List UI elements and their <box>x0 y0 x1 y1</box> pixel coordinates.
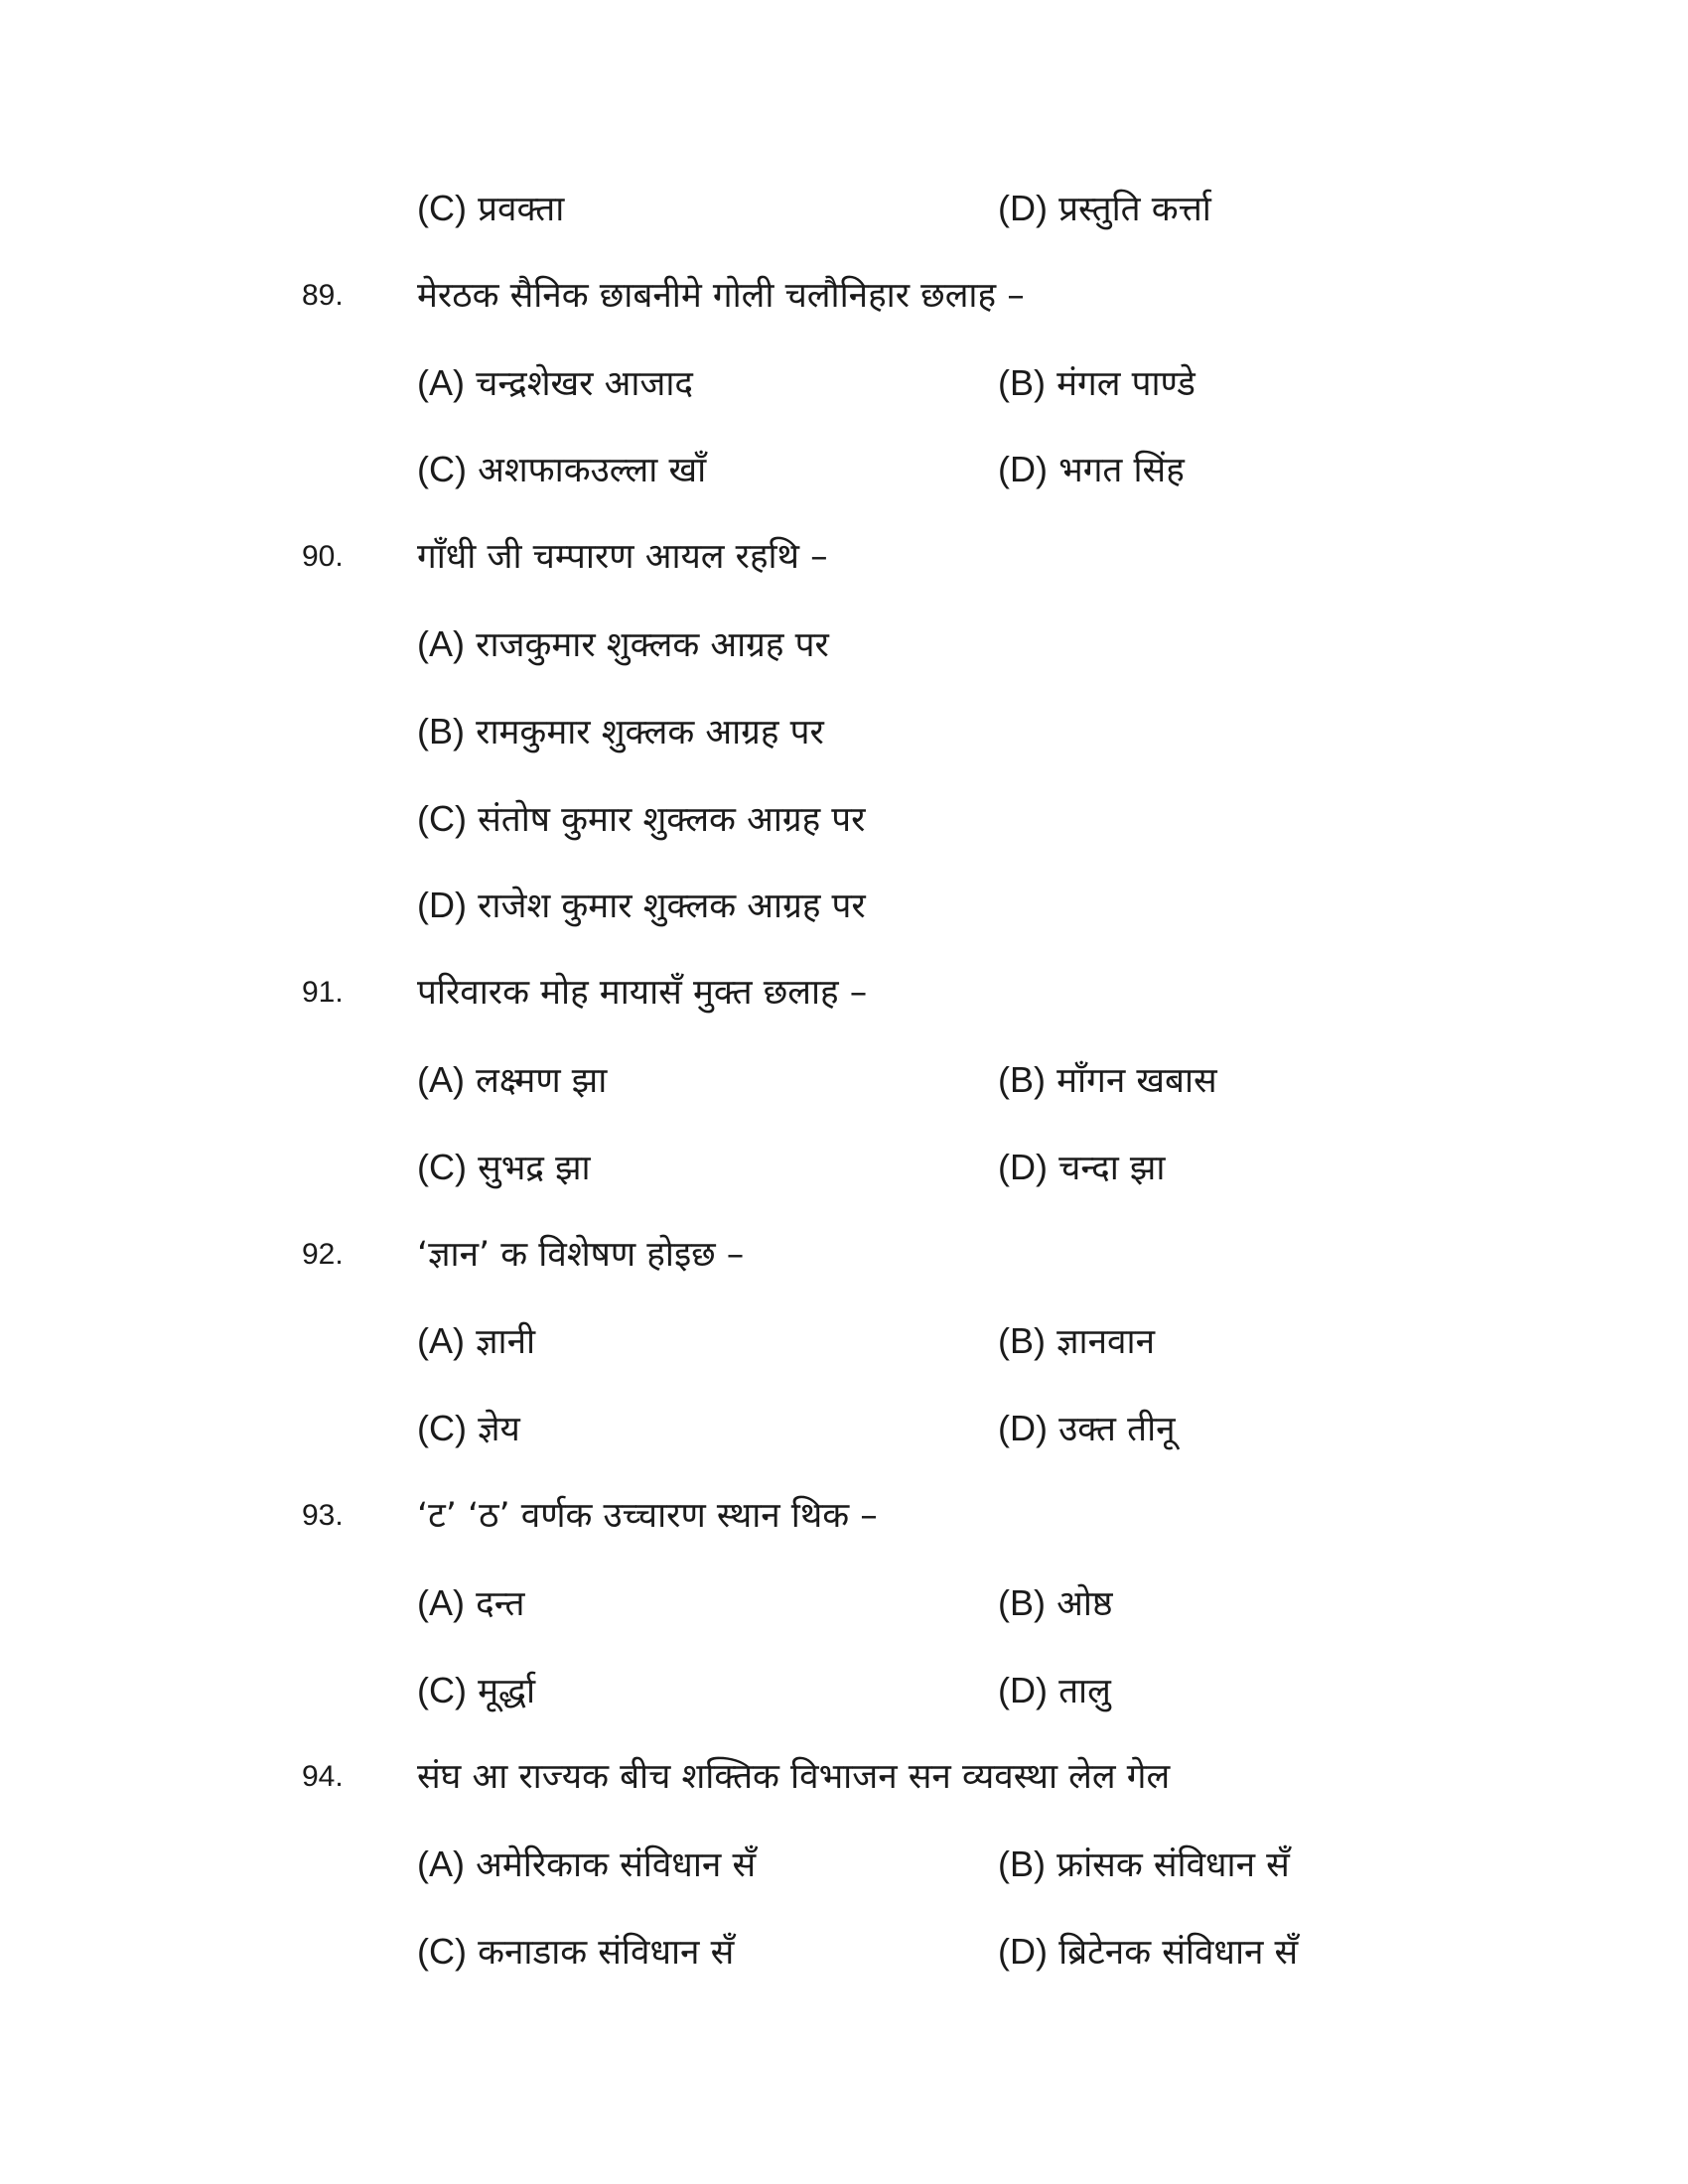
options-row <box>0 789 1688 849</box>
answer-option <box>417 1399 520 1459</box>
question-row <box>0 1486 1688 1546</box>
option-text: चन्द्रशेखर आजाद <box>465 364 694 404</box>
options-row <box>0 1138 1688 1197</box>
option-text: संतोष कुमार शुक्लक आग्रह पर <box>466 800 866 840</box>
options-row <box>0 1050 1688 1110</box>
options-row <box>0 1835 1688 1894</box>
question-text: संघ आ राज्यक बीच शक्तिक विभाजन सन व्यवस्था लेल गेल <box>417 1757 1171 1797</box>
option-text: लक्ष्मण झा <box>465 1061 608 1101</box>
option-label: (A) <box>417 1320 465 1361</box>
options-row <box>0 440 1688 499</box>
option-label: (A) <box>417 1582 465 1623</box>
option-text: चन्दा झा <box>1047 1149 1166 1188</box>
option-text: रामकुमार शुक्लक आग्रह पर <box>465 713 824 752</box>
options-row <box>0 1399 1688 1458</box>
option-label: (C) <box>417 1670 467 1710</box>
option-text: उक्त तीनू <box>1047 1410 1176 1449</box>
question-text: ‘ज्ञान’ क विशेषण होइछ – <box>417 1235 745 1275</box>
option-label: (C) <box>417 1408 467 1448</box>
answer-option <box>417 1050 607 1111</box>
options-row <box>0 353 1688 413</box>
question-number: 93. <box>302 1499 344 1532</box>
option-label: (C) <box>417 449 467 489</box>
option-label: (D) <box>998 1931 1048 1972</box>
option-label: (A) <box>417 1059 465 1100</box>
answer-option <box>417 876 866 936</box>
option-text: ब्रिटेनक संविधान सँ <box>1047 1933 1299 1973</box>
answer-option <box>417 353 693 414</box>
option-text: माँगन खबास <box>1046 1061 1217 1101</box>
option-label: (B) <box>998 1059 1046 1100</box>
option-label: (C) <box>417 1931 467 1972</box>
answer-option <box>417 1835 756 1895</box>
question-text: गाँधी जी चम्पारण आयल रहथि – <box>417 537 828 577</box>
answer-option <box>417 1311 535 1372</box>
question-number: 91. <box>302 976 344 1009</box>
option-text: प्रवक्ता <box>466 190 565 229</box>
options-row <box>0 614 1688 674</box>
option-text: मूर्द्धा <box>466 1672 536 1711</box>
options-row <box>0 1573 1688 1633</box>
options-row <box>0 702 1688 761</box>
option-label: (C) <box>417 1147 467 1187</box>
options-row <box>0 179 1688 238</box>
options-row <box>0 1311 1688 1371</box>
answer-option <box>417 1922 734 1982</box>
option-label: (D) <box>998 449 1048 489</box>
question-number: 89. <box>302 279 344 312</box>
option-text: तालु <box>1047 1672 1111 1711</box>
question-number: 94. <box>302 1760 344 1793</box>
option-text: ज्ञेय <box>466 1410 520 1449</box>
question-number: 90. <box>302 540 344 573</box>
option-text: अशफाकउल्ला खाँ <box>466 451 707 490</box>
answer-option <box>998 1922 1298 1982</box>
option-text: भगत सिंह <box>1047 451 1185 490</box>
answer-option <box>417 179 564 239</box>
options-row <box>0 1922 1688 1981</box>
option-text: दन्त <box>465 1584 525 1624</box>
option-label: (B) <box>417 711 465 751</box>
question-number: 92. <box>302 1238 344 1271</box>
answer-option <box>417 789 865 850</box>
question-text: ‘ट’ ‘ठ’ वर्णक उच्चारण स्थान थिक – <box>417 1496 878 1536</box>
options-row <box>0 876 1688 935</box>
option-label: (B) <box>998 1320 1046 1361</box>
answer-option <box>417 1573 524 1634</box>
option-label: (A) <box>417 623 465 664</box>
option-text: सुभद्र झा <box>466 1149 591 1188</box>
options-row <box>0 1661 1688 1720</box>
option-label: (D) <box>998 1408 1048 1448</box>
option-text: प्रस्तुति कर्त्ता <box>1047 190 1211 229</box>
option-text: ज्ञानी <box>465 1322 536 1362</box>
option-text: ओष्ठ <box>1046 1584 1113 1624</box>
question-row <box>0 1225 1688 1285</box>
question-row <box>0 527 1688 587</box>
question-text: परिवारक मोह मायासँ मुक्त छलाह – <box>417 973 868 1013</box>
option-label: (C) <box>417 188 467 228</box>
answer-option <box>998 1661 1111 1721</box>
option-text: राजेश कुमार शुक्लक आग्रह पर <box>466 887 866 926</box>
question-row <box>0 266 1688 326</box>
option-text: अमेरिकाक संविधान सँ <box>465 1845 757 1885</box>
option-label: (C) <box>417 798 467 839</box>
answer-option <box>998 1050 1217 1111</box>
option-text: ज्ञानवान <box>1046 1322 1156 1362</box>
option-label: (D) <box>417 885 467 925</box>
answer-option <box>998 1311 1155 1372</box>
option-label: (A) <box>417 362 465 403</box>
option-text: कनाडाक संविधान सँ <box>466 1933 735 1973</box>
answer-option <box>998 353 1196 414</box>
answer-option <box>417 440 706 500</box>
option-text: राजकुमार शुक्लक आग्रह पर <box>465 625 829 665</box>
answer-option <box>998 1573 1113 1634</box>
answer-option <box>998 1138 1165 1198</box>
question-text: मेरठक सैनिक छाबनीमे गोली चलौनिहार छलाह – <box>417 276 1025 316</box>
answer-option <box>417 1138 591 1198</box>
option-label: (B) <box>998 1843 1046 1884</box>
answer-option <box>998 179 1211 239</box>
answer-option <box>998 440 1185 500</box>
option-label: (D) <box>998 188 1048 228</box>
option-label: (B) <box>998 1582 1046 1623</box>
answer-option <box>417 1661 535 1721</box>
question-row <box>0 1747 1688 1807</box>
option-label: (D) <box>998 1670 1048 1710</box>
answer-option <box>417 614 829 675</box>
option-text: मंगल पाण्डे <box>1046 364 1196 404</box>
option-label: (A) <box>417 1843 465 1884</box>
question-row <box>0 963 1688 1023</box>
option-label: (B) <box>998 362 1046 403</box>
option-text: फ्रांसक संविधान सँ <box>1046 1845 1290 1885</box>
answer-option <box>998 1835 1290 1895</box>
option-label: (D) <box>998 1147 1048 1187</box>
answer-option <box>998 1399 1176 1459</box>
answer-option <box>417 702 824 762</box>
